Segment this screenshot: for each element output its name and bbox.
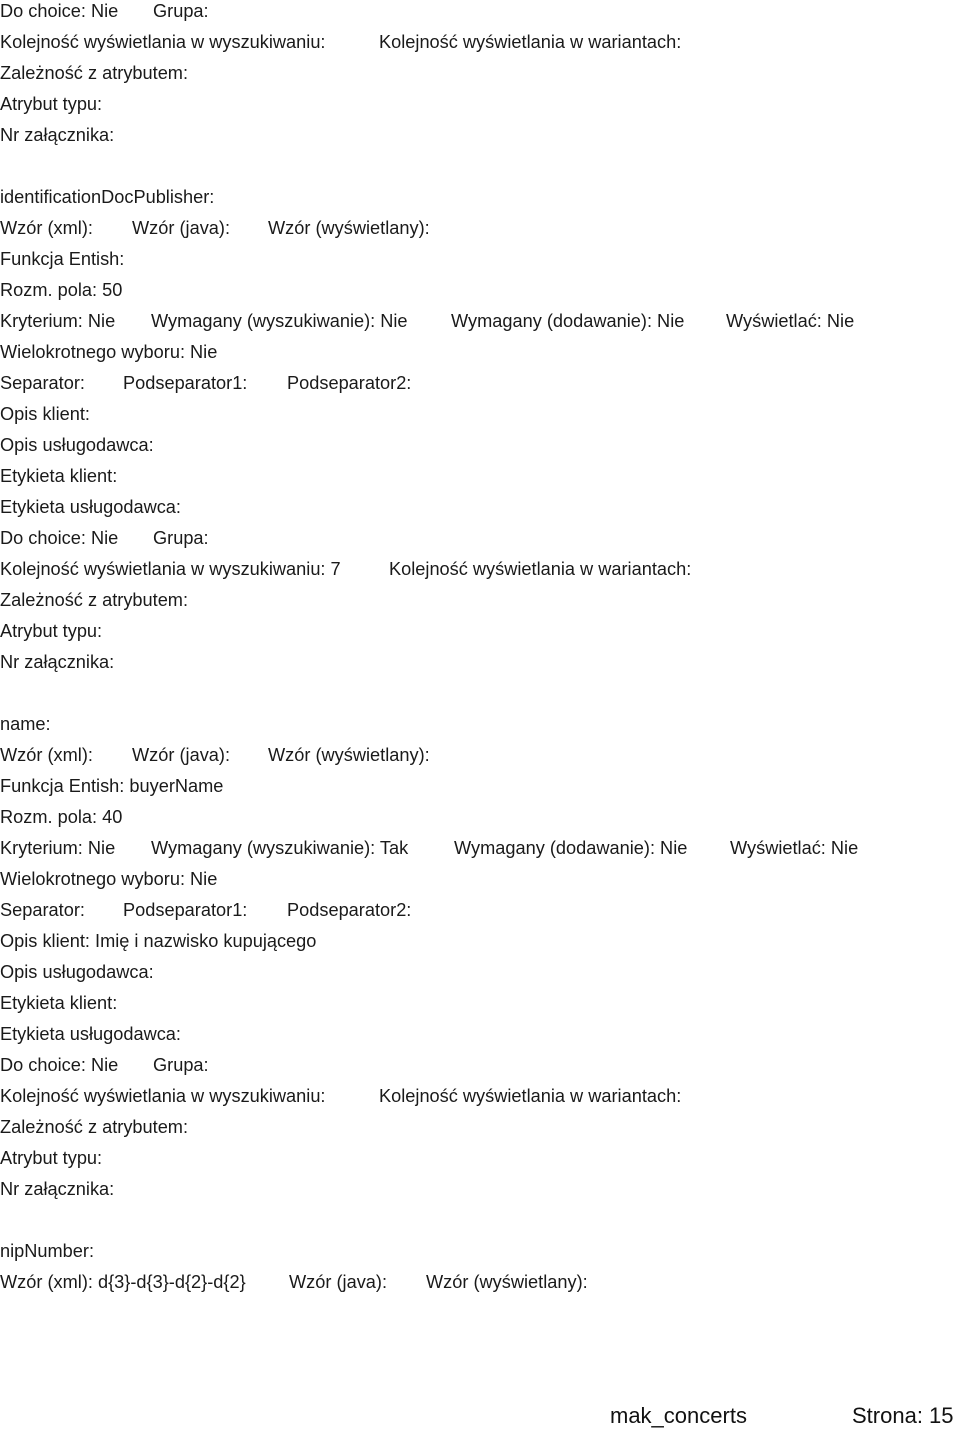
variant-order-field: Kolejność wyświetlania w wariantach: [389,559,692,579]
pattern-display-field: Wzór (wyświetlany): [268,745,430,765]
client-label-field: Etykieta klient: [0,993,118,1013]
do-choice-field: Do choice: Nie [0,528,119,548]
pattern-java-field: Wzór (java): [289,1272,388,1292]
required-add-field: Wymagany (dodawanie): Nie [454,838,688,858]
pattern-java-field: Wzór (java): [132,218,231,238]
search-order-field: Kolejność wyświetlania w wyszukiwaniu: 7 [0,559,341,579]
pattern-xml-field: Wzór (xml): [0,745,93,765]
provider-label-field: Etykieta usługodawca: [0,497,181,517]
entish-function-field: Funkcja Entish: [0,249,125,269]
pattern-display-field: Wzór (wyświetlany): [268,218,430,238]
attribute-type-field: Atrybut typu: [0,1148,103,1168]
multi-choice-field: Wielokrotnego wyboru: Nie [0,869,218,889]
attribute-type-field: Atrybut typu: [0,94,103,114]
attachment-number-field: Nr załącznika: [0,125,115,145]
dependency-field: Zależność z atrybutem: [0,590,189,610]
attribute-name: nipNumber: [0,1241,95,1261]
subseparator1-field: Podseparator1: [123,900,248,920]
required-add-field: Wymagany (dodawanie): Nie [451,311,685,331]
client-description-field: Opis klient: [0,404,90,424]
attachment-number-field: Nr załącznika: [0,1179,115,1199]
attribute-name: identificationDocPublisher: [0,187,215,207]
separator-field: Separator: [0,373,85,393]
entish-function-field: Funkcja Entish: buyerName [0,776,224,796]
dependency-field: Zależność z atrybutem: [0,1117,189,1137]
attribute-type-field: Atrybut typu: [0,621,103,641]
subseparator2-field: Podseparator2: [287,373,412,393]
client-description-field: Opis klient: Imię i nazwisko kupującego [0,931,317,951]
group-field: Grupa: [153,1,209,21]
multi-choice-field: Wielokrotnego wyboru: Nie [0,342,218,362]
do-choice-field: Do choice: Nie [0,1055,119,1075]
group-field: Grupa: [153,528,209,548]
required-search-field: Wymagany (wyszukiwanie): Nie [151,311,408,331]
pattern-display-field: Wzór (wyświetlany): [426,1272,588,1292]
provider-description-field: Opis usługodawca: [0,962,154,982]
search-order-field: Kolejność wyświetlania w wyszukiwaniu: [0,1086,326,1106]
group-field: Grupa: [153,1055,209,1075]
dependency-field: Zależność z atrybutem: [0,63,189,83]
field-size: Rozm. pola: 40 [0,807,123,827]
variant-order-field: Kolejność wyświetlania w wariantach: [379,32,682,52]
pattern-java-field: Wzór (java): [132,745,231,765]
provider-description-field: Opis usługodawca: [0,435,154,455]
criterion-field: Kryterium: Nie [0,311,116,331]
footer-page-number: Strona: 15 [852,1403,954,1428]
subseparator1-field: Podseparator1: [123,373,248,393]
attachment-number-field: Nr załącznika: [0,652,115,672]
do-choice-field: Do choice: Nie [0,1,119,21]
pattern-xml-field: Wzór (xml): d{3}-d{3}-d{2}-d{2} [0,1272,246,1292]
criterion-field: Kryterium: Nie [0,838,116,858]
provider-label-field: Etykieta usługodawca: [0,1024,181,1044]
required-search-field: Wymagany (wyszukiwanie): Tak [151,838,409,858]
attribute-name: name: [0,714,51,734]
subseparator2-field: Podseparator2: [287,900,412,920]
pattern-xml-field: Wzór (xml): [0,218,93,238]
footer-document-name: mak_concerts [610,1403,747,1428]
display-field: Wyświetlać: Nie [726,311,855,331]
client-label-field: Etykieta klient: [0,466,118,486]
separator-field: Separator: [0,900,85,920]
variant-order-field: Kolejność wyświetlania w wariantach: [379,1086,682,1106]
search-order-field: Kolejność wyświetlania w wyszukiwaniu: [0,32,326,52]
display-field: Wyświetlać: Nie [730,838,859,858]
field-size: Rozm. pola: 50 [0,280,123,300]
